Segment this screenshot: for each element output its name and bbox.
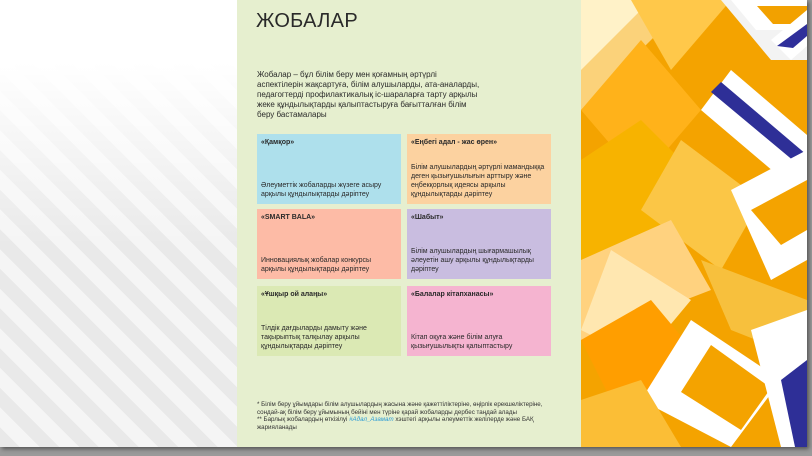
- card-description: Әлеуметтік жобаларды жүзеге асыру арқылы құндылықтарды дәріптеу: [261, 182, 382, 198]
- footnote-2: [257, 416, 557, 431]
- geometric-shapes-graphic: [581, 0, 807, 447]
- footnote-2-suffix: хэштегі арқылы әлеуметтік желілерде және БАҚ жарияланады: [257, 416, 534, 431]
- card-title: «Балалар кітапханасы»: [411, 291, 494, 298]
- left-pattern-background: [0, 0, 237, 447]
- decorative-geometric-panel: [581, 0, 807, 447]
- footnotes: [257, 401, 557, 431]
- card-title: «Ұшқыр ой алаңы»: [261, 291, 328, 298]
- card-title: «SMART BALA»: [261, 214, 316, 221]
- card-description: Білім алушылардың шығармашылық әлеуетін ашу арқылы құндылықтарды дәріптеу: [411, 248, 534, 273]
- project-card-smart-bala: [257, 209, 401, 279]
- project-card-balalar-kitapkhanasy: [407, 286, 551, 356]
- project-card-enbegi-adal: [407, 134, 551, 204]
- card-title: «Еңбегі адал - жас өрен»: [411, 139, 498, 146]
- card-description: Кітап оқуға және білім алуға қызығушылықты қалыптастыру: [411, 334, 513, 350]
- project-card-ushkyr-oi: [257, 286, 401, 356]
- hashtag-link[interactable]: #Адал_Азамат: [349, 416, 394, 424]
- project-card-kamkor: [257, 134, 401, 204]
- footnote-1: * Білім беру ұйымдары білім алушылардың жасына және қажеттіліктеріне, өңірлік ерекшеліктеріне, сондай-ақ білім беру ұйымының бейіні мен түріне қарай жобаларды дербес таңдай алады: [257, 401, 543, 416]
- card-title: «Қамқор»: [261, 139, 295, 146]
- page-title: ЖОБАЛАР: [256, 10, 358, 32]
- card-title: «Шабыт»: [411, 214, 444, 221]
- card-description: Инновациялық жобалар конкурсы арқылы құндылықтарды дәріптеу: [261, 257, 372, 273]
- card-description: Тілдік дағдыларды дамыту және тақырыптық талқылау арқылы құндылықтарды дәріптеу: [261, 325, 367, 350]
- intro-text: Жобалар – бұл білім беру мен қоғамның әртүрлі аспектілерін жақсартуға, білім алушыларды, ата-аналарды, педагогтерді профилактикалық іс-шараларға тарту арқылы жеке құндылықтарды қалыптастыруға бағытталған білім беру бастамалары: [257, 70, 480, 119]
- footnote-2-prefix: ** Барлық жобалардың өткізілуі: [257, 416, 350, 424]
- card-description: Білім алушылардың әртүрлі мамандыққа деген қызығушылығын арттыру және еңбекқорлық идеясы арқылы құндылықтарды дәріптеу: [411, 164, 545, 198]
- project-card-shabyt: [407, 209, 551, 279]
